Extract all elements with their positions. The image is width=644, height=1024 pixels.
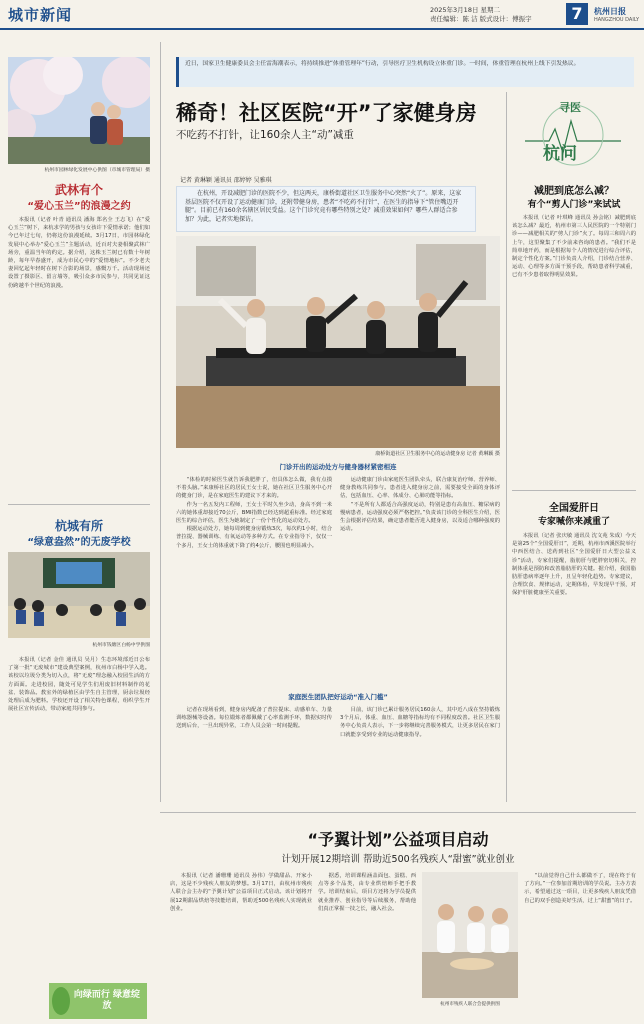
magnolia-photo-illustration [8,57,150,164]
left-divider [8,504,150,505]
main-body-col3: 记者在现场看到，健身房内配备了普拉提床、动感单车、力量训练器械等设备。每位锻炼者都佩戴了心率监测手环，数据实时传送到后台，一旦出现异常，工作人员会第一时间提醒。 [176,707,332,730]
campaign-badge-text: 向绿而行 绿意绽放 [73,990,141,1011]
photo2-caption: 杭州市钱塘区白杨中学供图 [92,643,150,648]
bottom-body-col2: 据悉，培训课程涵盖面包、蛋糕、西点等多个品类，由专业烘焙师手把手教学。培训结束后，项目方还将为学员提供就业推荐、创业指导等后续服务，帮助他们真正掌握一技之长，融入社会。 [318,873,416,912]
column-logo-main: 杭问 [543,144,577,164]
column-divider-left [160,42,161,802]
left-story1-title2: “爱心玉兰”的浪漫之约 [27,201,131,212]
baking-photo-illustration [422,872,518,998]
page-number: 7 [566,3,588,25]
main-photo-gym [176,236,500,448]
column-logo-top: 寻医 [559,101,581,114]
right-story2-title: 全国爱肝日 [549,503,599,514]
main-subhead2: 家庭医生团队把好运动“准入门槛” [288,693,388,701]
classroom-photo-illustration [8,552,150,638]
main-byline: 记者 黄琳颖 通讯员 邵婷婷 吴雅琪 [180,177,272,184]
bottom-divider [160,812,636,813]
header-date: 2025年3月18日 星期二 责任编辑：陈 洁 版式设计：傅振宇 [430,6,532,23]
right-story2-title2: 专家喊你来减重了 [537,517,610,527]
intro-box: 近日，国家卫生健康委员会主任雷海潮表示，将持续推进“体重管理年”行动，引导医疗卫生机构设立体重门诊。一时间，体重管理在杭州上线下引发热议。 [176,57,634,87]
green-campaign-badge [49,983,147,1019]
main-body-col4: 目前，该门诊已累计服务居民160余人，其中近八成在坚持锻炼3个月后，体重、血压、血糖等指标均有不同程度改善。社区卫生服务中心负责人表示，下一步将继续完善服务模式，让更多居民在家门口就能享受到专业的运动健康指导。 [340,707,500,738]
newspaper-logo-sub: HANGZHOU DAILY [594,17,639,23]
section-title: 城市新闻 [8,6,73,24]
photo-magnolia [8,57,150,164]
column-divider-right [506,92,507,802]
main-lead: 在杭州，开设减肥门诊的医院不少，但这两天，康桥街道社区卫生服务中心突然“火了”。原来，这家基层医院不仅开设了运动健康门诊，还附带健身房，患者“不吃药不打针”，在医生的指导下“管住嘴迈开腿”。目前已有160余名辖区居民受益。这个门诊究竟有哪些特别之处？减重效果如何？哪些人群适合参加？为此，记者实地探访。 [176,186,476,232]
bottom-subtitle: 计划开展12期培训 帮助近500名残疾人“甜蜜”就业创业 [281,854,515,865]
left-story1-body: 本报讯（记者 叶青 通讯员 潘海 郑名全 王志飞）在“爱心玉兰”树下，来杭求学的男孩与女孩许下爱情承诺；他们如今已年过七旬，仍将这份浪漫延续。3月17日，市园林绿化发展中心举办“爱心玉兰”主题活动，近百对夫妻相聚武林广场旁，重温当年的约定。据介绍，这株玉兰树已有数十年树龄，每年早春盛开，成为市民心中的“爱情地标”。不少老夫妻回忆起年轻时在树下合影的场景，感慨万千。活动现场还设置了摄影区、留言墙等，吸引众多市民参与，共同见证这份跨越半个世纪的浪漫。 [8,217,150,289]
newspaper-logo: 杭州日报 [594,6,626,16]
main-title: 稀奇！社区医院“开”了家健身房 [176,101,477,125]
bottom-body-col1: 本报讯（记者 潘珊珊 通讯员 孙伟）学做甜品、开家小店，这是不少残疾人朋友的梦想。3月17日，由杭州市残疾人联合会主办的“予翼计划”公益项目正式启动。该计划将开展12期甜品烘焙等技能培训，帮助近500名残疾人实现就业创业。 [170,873,312,912]
main-body-col1: “体检的时候医生就告诉我肥胖了，但具体怎么做，我有点摸不着头脑。”来康桥社区的居民王女士说，她在社区卫生服务中心开的健身门诊，是在家庭医生的建议下才来的。 作为一名五发内工程师，王女士平时久坐少动，身高不到一米六的她体重却接近70公斤，BMI指数已经达到超重标准。经过家庭医生的综合评估，医生为她制定了一份个性化的运动处方。 根据运动处方，她每周到健身房锻炼3次，每次约1小时，结合普拉提、器械训练、有氧运动等多种方式。在专业指导下，仅仅一个多月，王女士的体重就下降了约4公斤，腰围也明显减小。 [176,477,332,549]
right-story1-title: 减肥到底怎么减？ [534,186,614,197]
left-story2-title2: “绿意盎然”的无废学校 [27,537,131,548]
right-story1-body: 本报讯（记者 叶琪峰 通讯员 孙会铭）减肥到底该怎么减？最近，杭州市第三人民医院的一个特别门诊——减肥相关的“剪人门诊”火了。每周三和周六的上午，这里聚集了不少前来咨询的患者。“我们不是简单地开药，而是根据每个人的情况进行综合评估，制定个性化方案。”门诊负责人介绍，门诊结合营养、运动、心理等多方面干预手段，帮助患者科学减重，已有不少患者取得明显效果。 [512,215,636,279]
left-story2-body: 本报讯（记者 金佳 通讯员 吴月）生态环境部近日公布了第一批“无废城市”建设典型案例，杭州市白杨中学入选。该校以垃圾分类为切入点，将“无废”理念融入校园生活的方方面面。走进校园，随处可见学生们用废旧材料制作的花盆、装饰品。教室外的绿植区由学生自主管理，厨余垃圾经处理后成为肥料。学校还开设了相关特色课程，组织学生开展社区宣传活动，带动家庭共同参与。 [8,657,150,713]
left-story2-title: 杭城有所 [54,519,103,533]
column-logo [515,95,631,169]
page-header [0,0,644,30]
photo1-caption: 杭州市园林绿化发展中心供图（市城市管理局）摄 [44,168,150,173]
left-story1-title: 武林有个 [54,183,103,197]
main-subhead1: 门诊开出的运动处方与健身器材紧密相连 [279,463,397,471]
gym-photo-illustration [176,236,500,448]
photo-classroom [8,552,150,638]
right-divider [512,490,636,491]
bottom-title: “予翼计划”公益项目启动 [307,830,489,849]
main-photo-caption: 康桥街道社区卫生服务中心的运动健身房 记者 黄琳颖 摄 [375,451,500,457]
bottom-photo-baking [422,872,518,998]
right-story2-body: 本报讯（记者 张庆敏 通讯员 沈文苑 朱成）今天是第25个“全国爱肝日”，近期，杭州市西溪医院举行中西医结合、送药到社区“全国爱肝日大型公益义诊”活动，专家们提醒，脂肪肝与肥胖密切相关，控制体重是预防和改善脂肪肝的关键。据介绍，我国脂肪肝患病率逐年上升，且呈年轻化趋势。专家建议，合理饮食、规律运动，定期体检，早发现早干预，对保护肝脏健康至关重要。 [512,533,636,597]
main-body-col2: 运动健康门诊由家庭医生团队牵头，联合康复治疗师、营养师、健身教练共同参与。患者进入健身房之前，需要接受全面的身体评估，包括血压、心率、体成分、心肺功能等指标。 “不是所有人都适合高强度运动，特别是患有高血压、糖尿病的慢病患者，运动强度必须严格把控。”负责该门诊的全科医生介绍，医生会根据评估结果，确定患者能否进入健身房，以及适合哪种强度的运动。 [340,477,500,533]
bottom-body-col3: “以前觉得自己什么都做不了，现在终于有了方向。”一位参加首期培训的学员说。主办方表示，希望通过这一项目，让更多残疾人朋友凭借自己的双手创造美好生活，过上“甜蜜”的日子。 [524,873,636,904]
bottom-photo-caption: 杭州市残疾人联合会提供供图 [440,1002,500,1007]
main-subtitle: 不吃药不打针，让160余人主“动”减重 [176,129,354,141]
right-story1-title2: 有个“剪人门诊”来试试 [527,200,621,210]
